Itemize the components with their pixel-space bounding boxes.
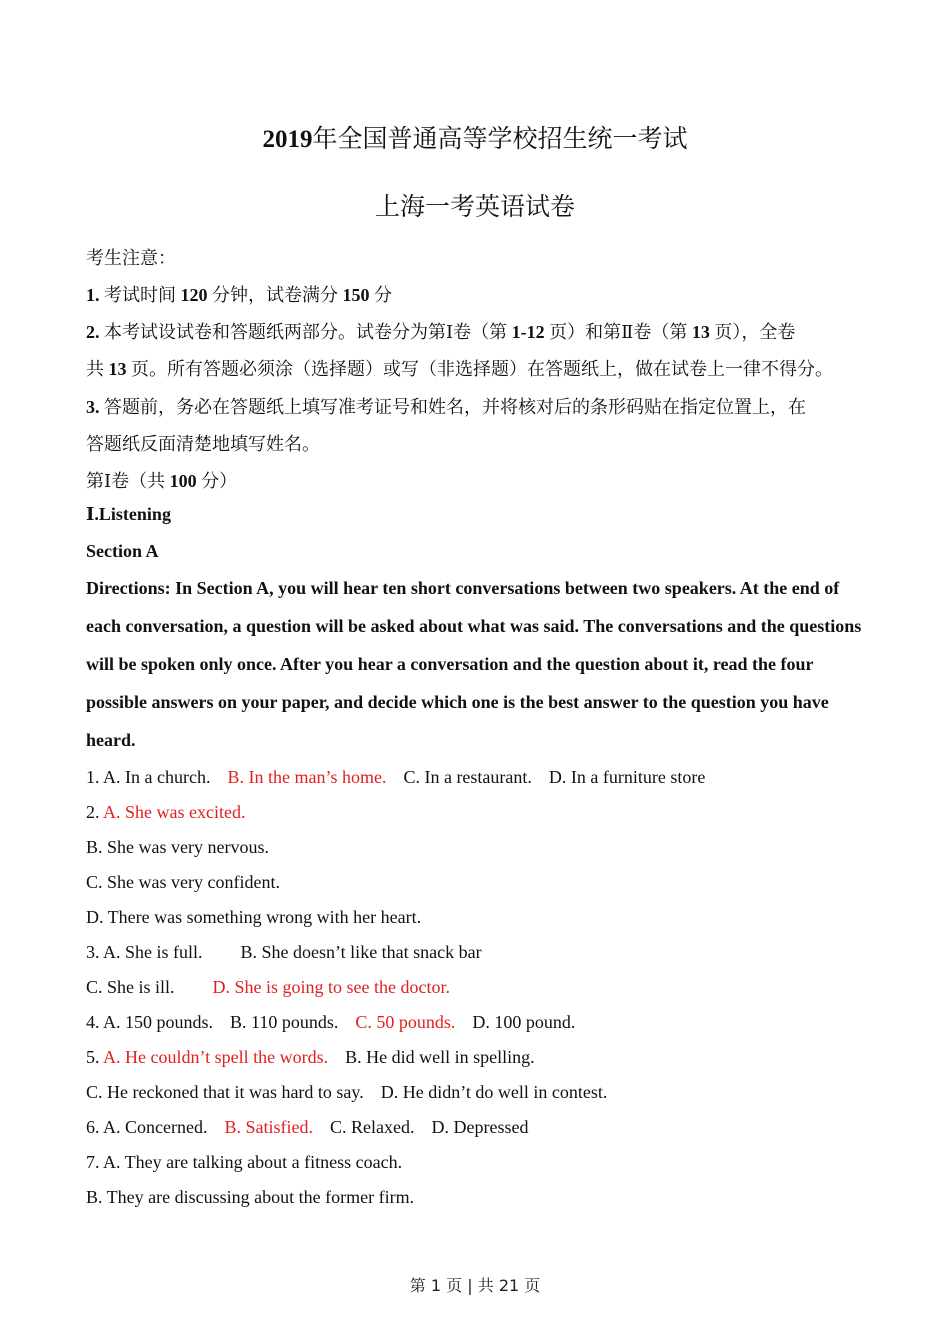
exam-title: 2019年全国普通高等学校招生统一考试 xyxy=(262,126,688,153)
page-footer: 第 1 页 | 共 21 页 xyxy=(409,1276,541,1295)
listening-heading: Ⅰ.Listening xyxy=(86,504,171,524)
directions-text: Directions: In Section A, you will hear ten short conversations between two speakers. At the end of each conversation, a question will be asked about what was said. The conversations and the questions will be spoken only once. After you hear a conversation and the question about it, read the four possible answers on your paper, and decide which one is the best answer to the question you have heard. xyxy=(86,578,862,750)
note-3: 3. 答题前，务必在答题纸上填写准考证号和姓名，并将核对后的条形码贴在指定位置上，在 xyxy=(86,397,806,417)
question-2-option-c: C. She was very confident. xyxy=(86,872,280,892)
question-2-option-d: D. There was something wrong with her heart. xyxy=(86,907,422,927)
note-2: 2. 本考试设试卷和答题纸两部分。试卷分为第Ⅰ卷（第 1-12 页）和第Ⅱ卷（第 13 页），全卷 xyxy=(86,322,796,342)
note-1: 1. 考试时间 120 分钟，试卷满分 150 分 xyxy=(86,285,392,305)
question-3-cont: C. She is ill. D. She is going to see the doctor. xyxy=(86,977,450,997)
question-7-option-b: B. They are discussing about the former firm. xyxy=(86,1187,415,1207)
question-1: 1. A. In a church. B. In the man’s home. C. In a restaurant. D. In a furniture store xyxy=(86,767,706,787)
section-a-heading: Section A xyxy=(86,541,159,561)
question-2-option-b: B. She was very nervous. xyxy=(86,837,269,857)
notes-heading: 考生注意： xyxy=(86,248,176,268)
question-2: 2. A. She was excited. xyxy=(86,802,246,822)
question-5: 5. A. He couldn’t spell the words. B. He did well in spelling. xyxy=(86,1047,535,1067)
question-5-cont: C. He reckoned that it was hard to say. D. He didn’t do well in contest. xyxy=(86,1082,608,1102)
exam-subtitle: 上海一考英语试卷 xyxy=(374,194,575,221)
part1-heading: 第Ⅰ卷（共 100 分） xyxy=(86,471,238,491)
question-7: 7. A. They are talking about a fitness coach. xyxy=(86,1152,403,1172)
question-6: 6. A. Concerned. B. Satisfied. C. Relaxed. D. Depressed xyxy=(86,1117,529,1137)
note-2-cont: 共 13 页。所有答题必须涂（选择题）或写（非选择题）在答题纸上，做在试卷上一律不得分。 xyxy=(86,359,833,379)
question-3: 3. A. She is full. B. She doesn’t like that snack bar xyxy=(86,942,482,962)
question-4: 4. A. 150 pounds. B. 110 pounds. C. 50 pounds. D. 100 pound. xyxy=(86,1012,576,1032)
note-3-cont: 答题纸反面清楚地填写姓名。 xyxy=(86,434,320,454)
